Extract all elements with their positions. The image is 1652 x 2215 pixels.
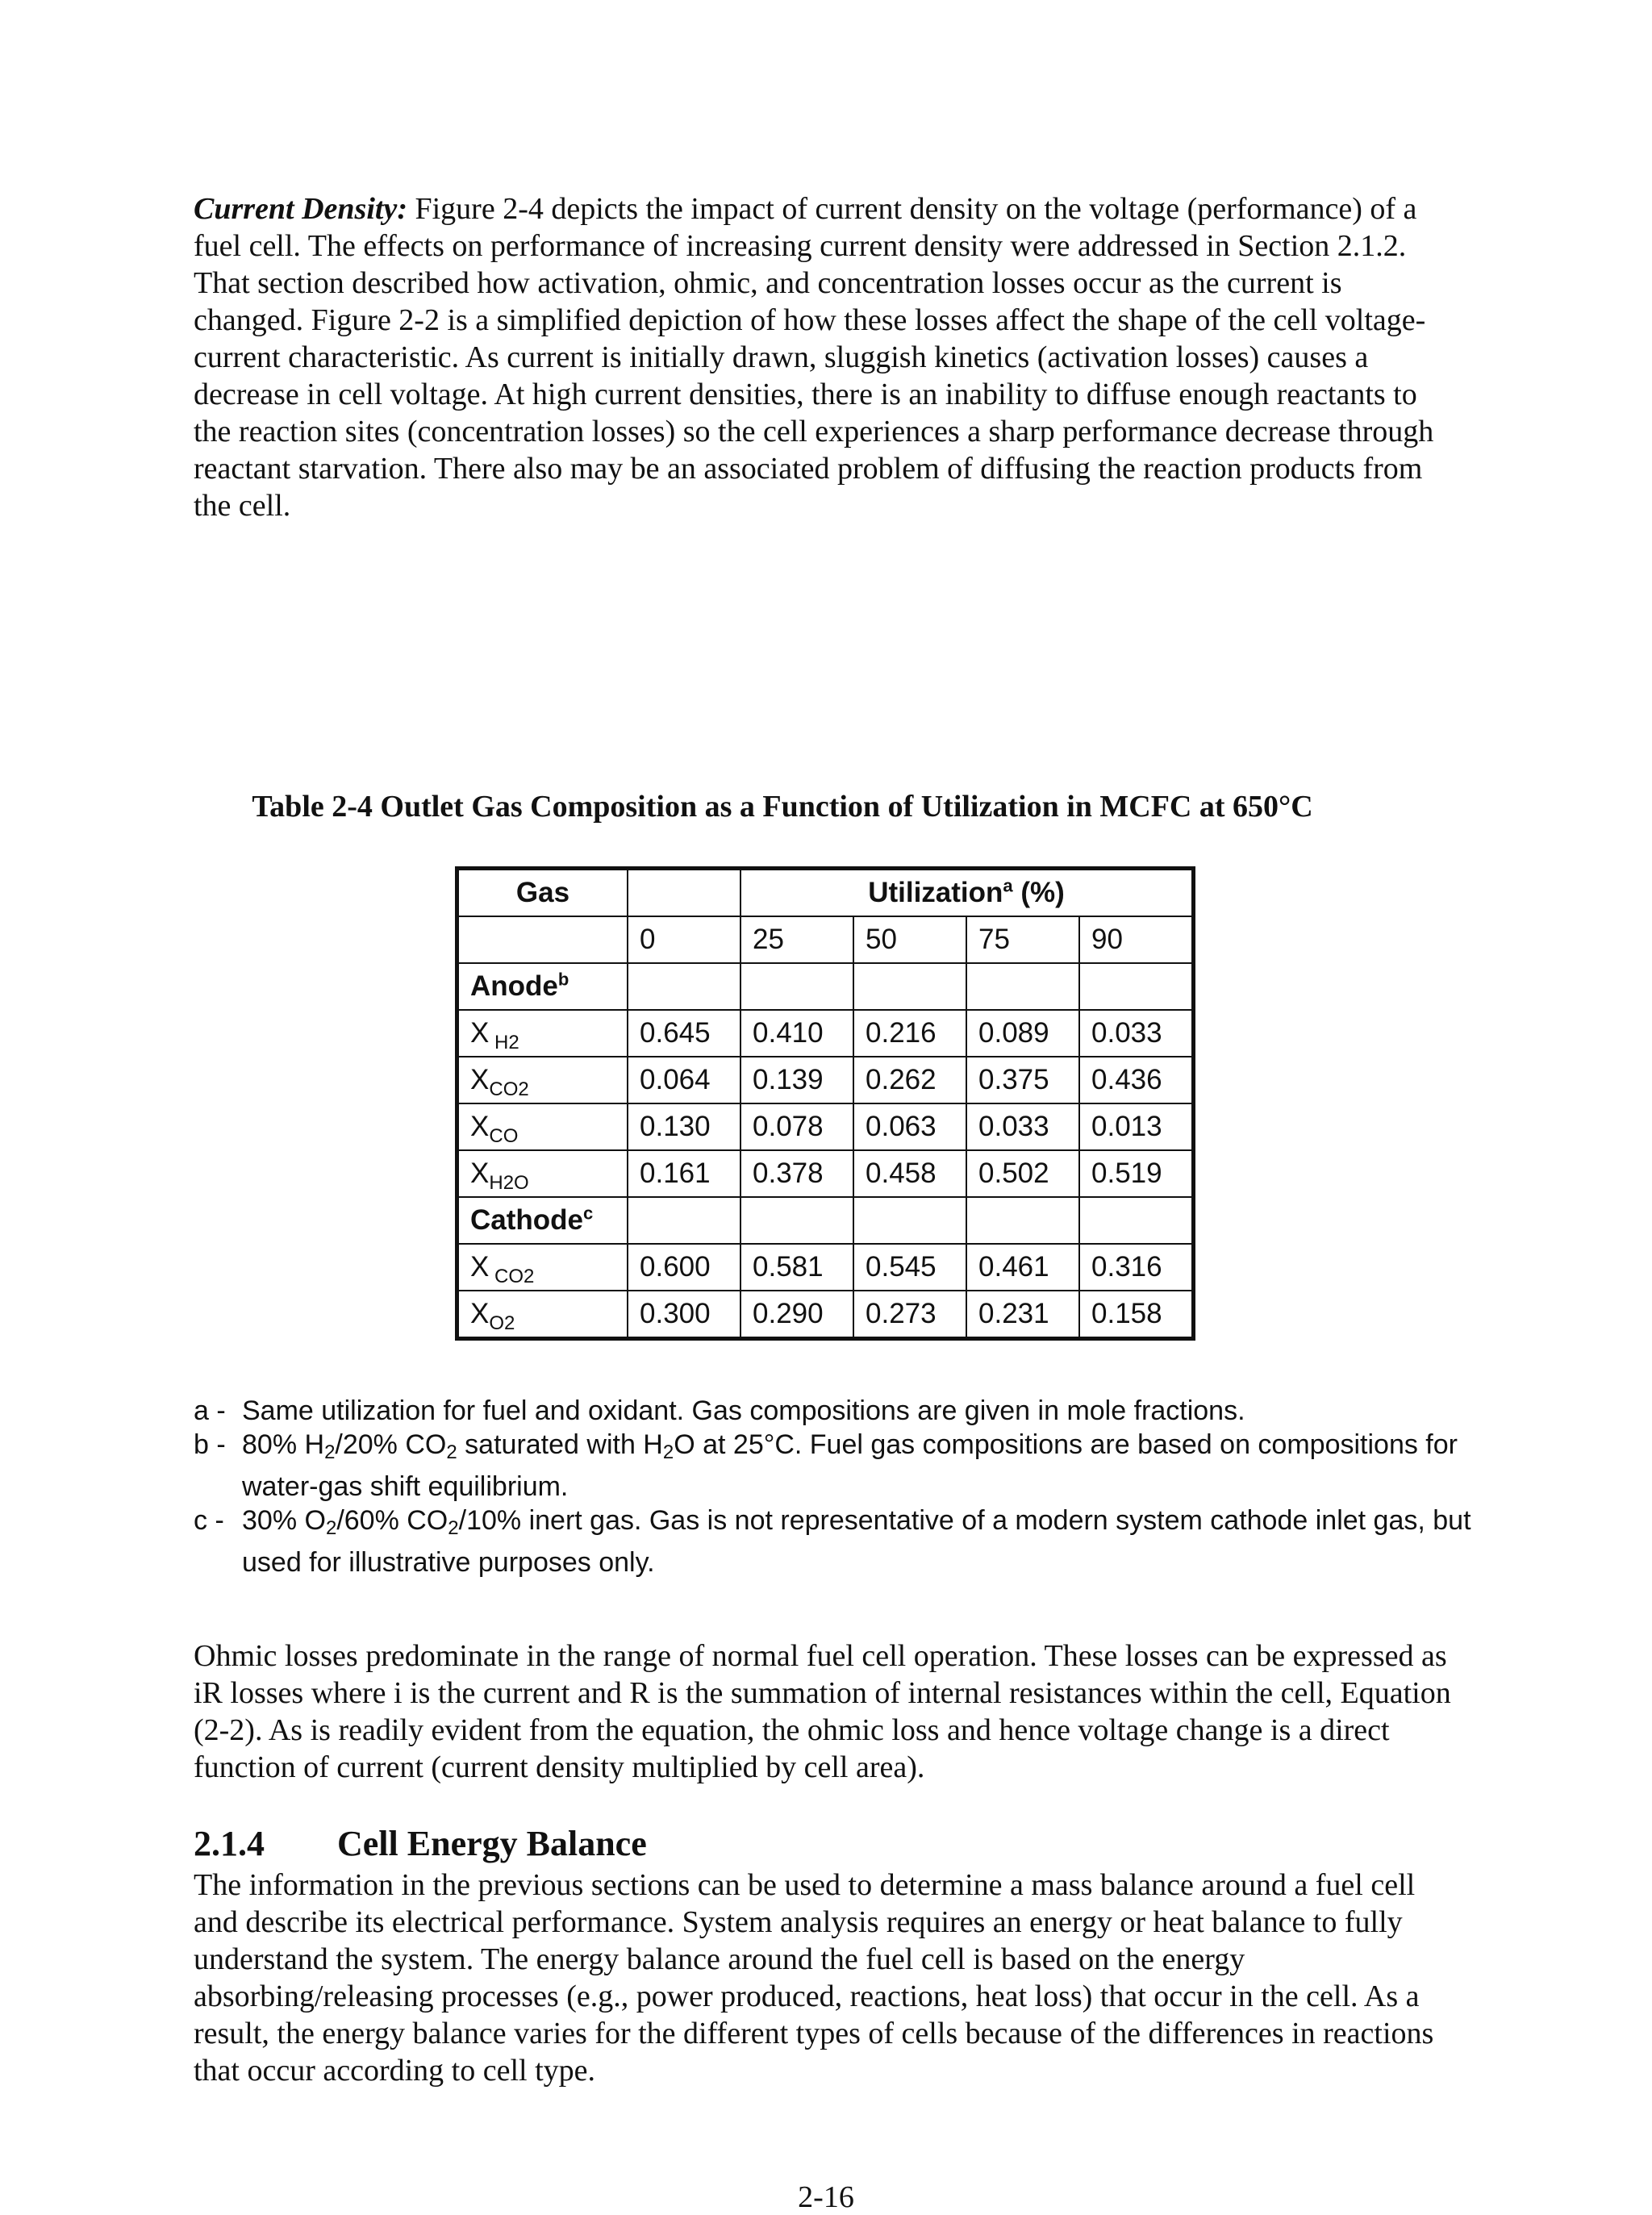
anode-section-row xyxy=(457,963,1194,1010)
table-cell: 0.378 xyxy=(740,1150,853,1197)
table-cell: 0.139 xyxy=(740,1057,853,1103)
utilization-header: Utilization$^a$ (%) xyxy=(740,869,1194,917)
anode-label: Anode$^b$ xyxy=(457,963,628,1010)
species-label: $X_{H2O}$ xyxy=(457,1150,628,1197)
table-header-row xyxy=(457,869,1194,917)
table-row xyxy=(457,1244,1194,1291)
footnote-c: c - 30% O2/60% CO2/10% inert gas. Gas is not representative of a modern system cathode inlet gas, but used for illustrative purposes only. xyxy=(194,1505,1471,1578)
table-cell: 0.231 xyxy=(966,1291,1079,1339)
species-label: X $_{CO2}$ xyxy=(457,1244,628,1291)
section-title: Cell Energy Balance xyxy=(337,1824,647,1863)
utilization-values-row xyxy=(457,916,1194,963)
table-cell: 0.600 xyxy=(628,1244,740,1291)
table-cell: 0.519 xyxy=(1079,1150,1194,1197)
table-cell: 0.078 xyxy=(740,1103,853,1150)
intro-paragraph xyxy=(194,190,1452,524)
table-cell: 0.458 xyxy=(853,1150,966,1197)
table-cell: 0.063 xyxy=(853,1103,966,1150)
util-value: 75 xyxy=(966,916,1079,963)
table-cell: 0.375 xyxy=(966,1057,1079,1103)
table-footnotes xyxy=(194,1394,1484,1579)
table-cell: 0.502 xyxy=(966,1150,1079,1197)
document-page xyxy=(194,190,1471,2214)
table-cell: 0.410 xyxy=(740,1010,853,1057)
table-row xyxy=(457,1291,1194,1339)
table-row xyxy=(457,1010,1194,1057)
table-cell: 0.033 xyxy=(966,1103,1079,1150)
table-cell: 0.033 xyxy=(1079,1010,1194,1057)
table-cell: 0.300 xyxy=(628,1291,740,1339)
table-cell: 0.161 xyxy=(628,1150,740,1197)
table-cell: 0.064 xyxy=(628,1057,740,1103)
table-cell: 0.013 xyxy=(1079,1103,1194,1150)
table-cell: 0.089 xyxy=(966,1010,1079,1057)
page-number: 2-16 xyxy=(798,2180,854,2214)
section-heading xyxy=(194,1823,647,1864)
util-value: 0 xyxy=(628,916,740,963)
table-cell: 0.130 xyxy=(628,1103,740,1150)
util-value: 50 xyxy=(853,916,966,963)
table-cell: 0.216 xyxy=(853,1010,966,1057)
table-cell: 0.436 xyxy=(1079,1057,1194,1103)
table-row xyxy=(457,1103,1194,1150)
species-label: X $_{H2}$ xyxy=(457,1010,628,1057)
table-cell: 0.545 xyxy=(853,1244,966,1291)
table-cell: 0.158 xyxy=(1079,1291,1194,1339)
table-cell: 0.461 xyxy=(966,1244,1079,1291)
table-cell: 0.581 xyxy=(740,1244,853,1291)
species-label: $X_{CO}$ xyxy=(457,1103,628,1150)
table-title: Table 2-4 Outlet Gas Composition as a Function of Utilization in MCFC at 650°C xyxy=(252,790,1313,824)
table-cell: 0.645 xyxy=(628,1010,740,1057)
cathode-section-row xyxy=(457,1197,1194,1244)
intro-text: Figure 2-4 depicts the impact of current density on the voltage (performance) of a fuel cell. The effects on performance of increasing current density were addressed in Section 2.1.2. That section described how activation, ohmic, and concentration losses occur as the current is changed. Figure 2-2 is a simplified depiction of how these losses affect the shape of the cell voltage-current characteristic. As current is initially drawn, sluggish kinetics (activation losses) causes a decrease in cell voltage. At high current densities, there is an inability to diffuse enough reactants to the reaction sites (concentration losses) so the cell experiences a sharp performance decrease through reactant starvation. There also may be an associated problem of diffusing the reaction products from the cell. xyxy=(194,192,1434,523)
gas-header: Gas xyxy=(457,869,628,917)
table-cell: 0.316 xyxy=(1079,1244,1194,1291)
footnote-a: a - Same utilization for fuel and oxidant. Gas compositions are given in mole fractions. xyxy=(194,1395,1245,1426)
cathode-label: Cathode$^c$ xyxy=(457,1197,628,1244)
table-cell: 0.273 xyxy=(853,1291,966,1339)
util-value: 25 xyxy=(740,916,853,963)
table-row xyxy=(457,1150,1194,1197)
gas-composition-table xyxy=(455,866,1195,1341)
table-cell: 0.262 xyxy=(853,1057,966,1103)
species-label: $X_{CO2}$ xyxy=(457,1057,628,1103)
util-value: 90 xyxy=(1079,916,1194,963)
species-label: $X_{O2}$ xyxy=(457,1291,628,1339)
section-number: 2.1.4 xyxy=(194,1824,265,1863)
intro-label: Current Density: xyxy=(194,192,407,226)
footnote-b: b - 80% H2/20% CO2 saturated with H2O at 25°C. Fuel gas compositions are based on compositions for water-gas shift equilibrium. xyxy=(194,1429,1458,1502)
table-cell: 0.290 xyxy=(740,1291,853,1339)
energy-balance-paragraph: The information in the previous sections can be used to determine a mass balance around a fuel cell and describe its electrical performance. System analysis requires an energy or heat balance to fully understand the system. The energy balance around the fuel cell is based on the energy absorbing/releasing processes (e.g., power produced, reactions, heat loss) that occur in the cell. As a result, the energy balance varies for the different types of cells because of the differences in reactions that occur according to cell type. xyxy=(194,1868,1434,2088)
ohmic-losses-paragraph: Ohmic losses predominate in the range of normal fuel cell operation. These losses can be expressed as iR losses where i is the current and R is the summation of internal resistances within the cell, Equation (2-2). As is readily evident from the equation, the ohmic loss and hence voltage change is a direct function of current (current density multiplied by cell area). xyxy=(194,1639,1451,1784)
table-row xyxy=(457,1057,1194,1103)
